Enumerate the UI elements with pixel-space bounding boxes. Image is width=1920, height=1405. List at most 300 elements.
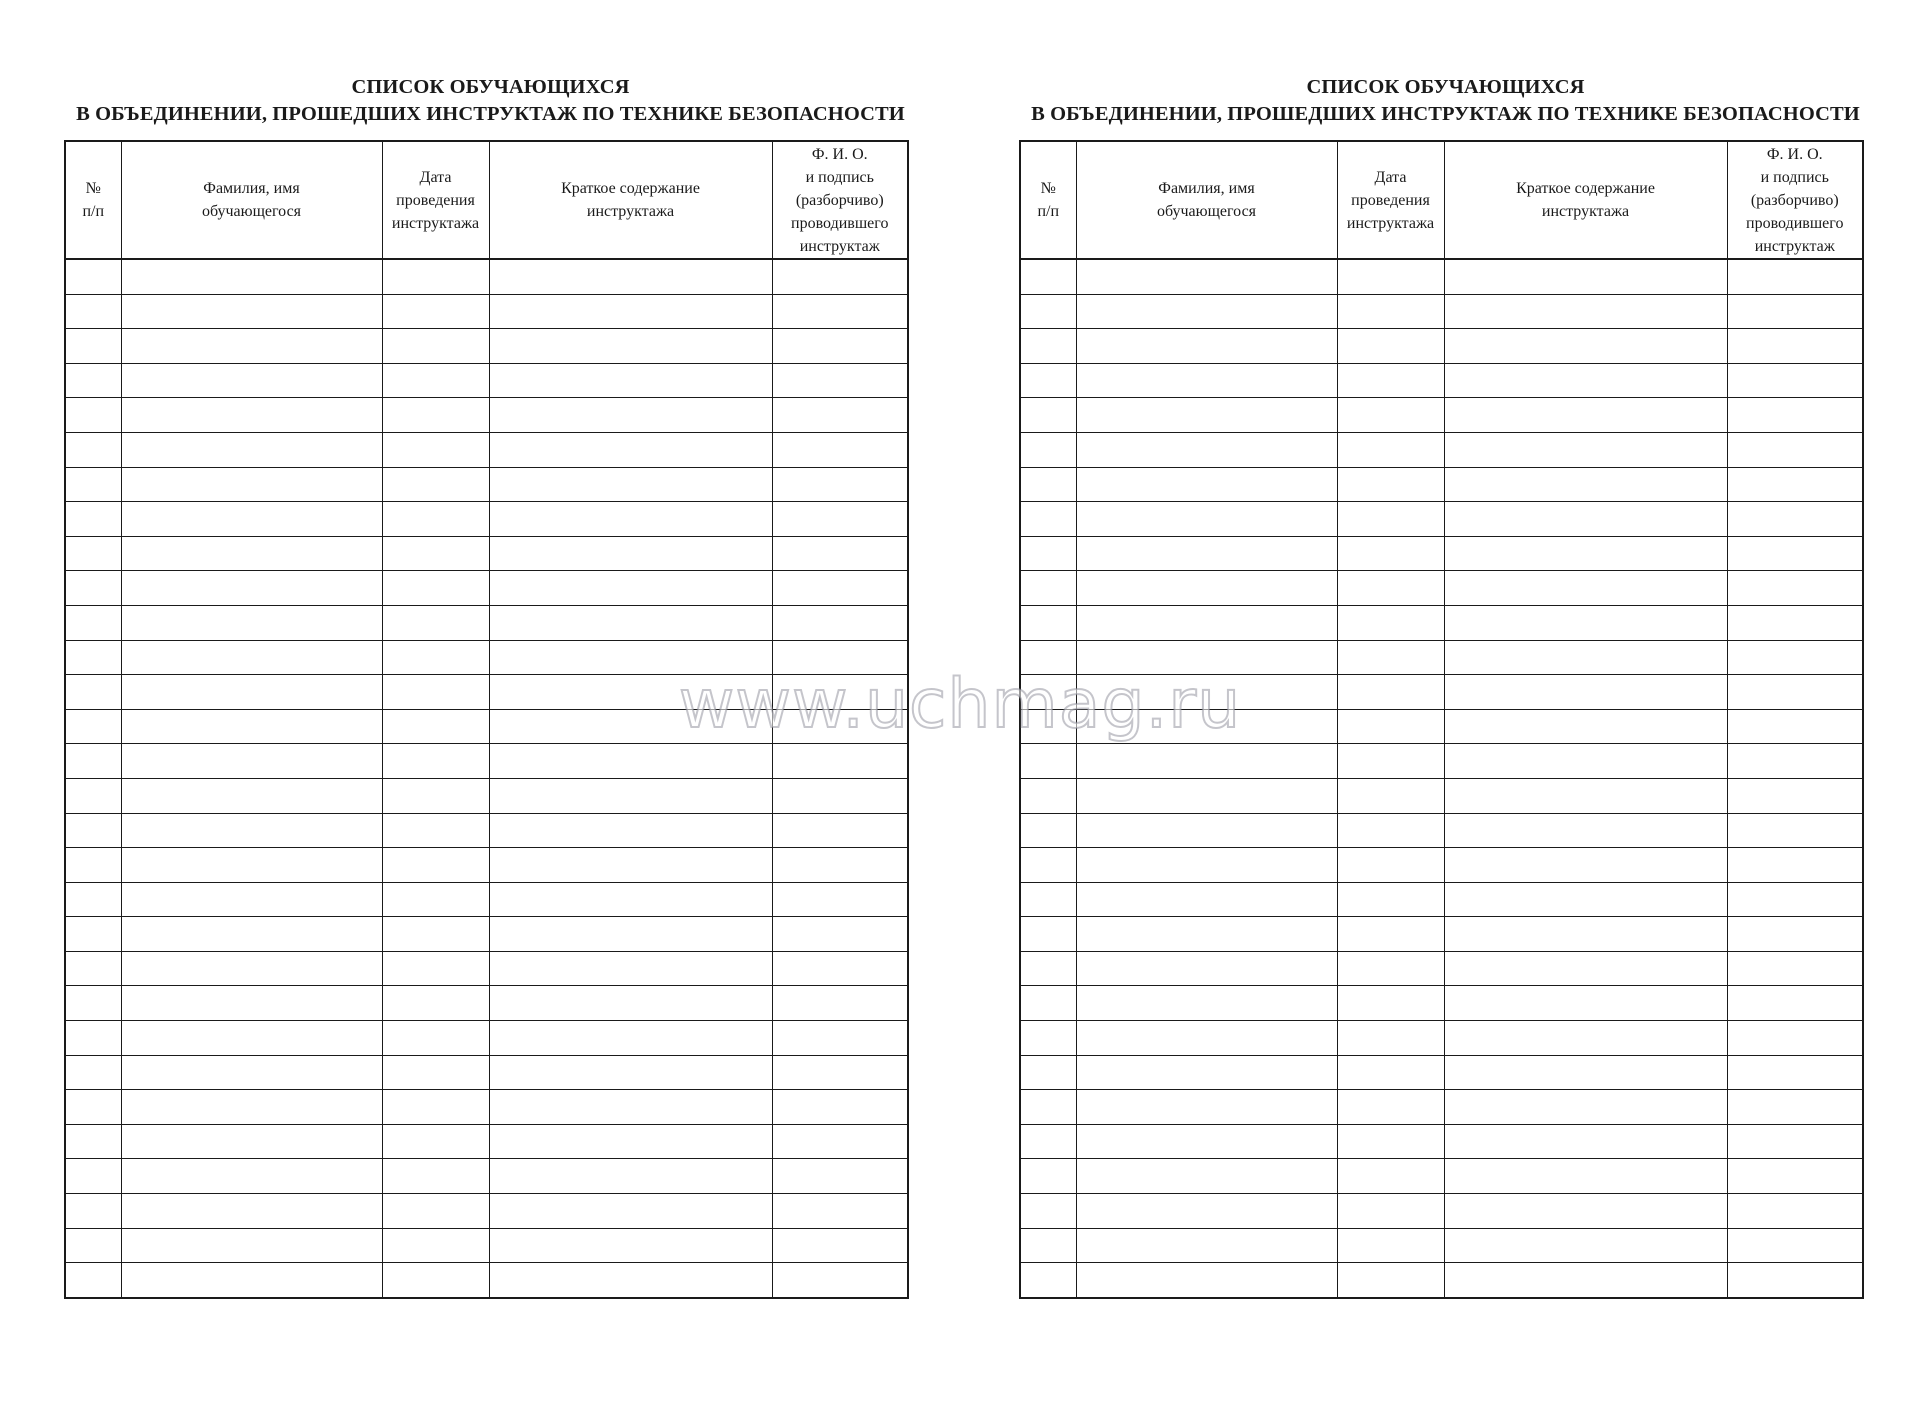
- cell-date[interactable]: [1337, 848, 1444, 883]
- cell-name[interactable]: [121, 536, 382, 571]
- cell-name[interactable]: [121, 882, 382, 917]
- cell-date[interactable]: [382, 363, 489, 398]
- cell-name[interactable]: [121, 675, 382, 710]
- cell-date[interactable]: [382, 1159, 489, 1194]
- cell-signature[interactable]: [772, 432, 908, 467]
- cell-number[interactable]: [65, 502, 121, 537]
- cell-number[interactable]: [1020, 329, 1076, 364]
- cell-number[interactable]: [1020, 398, 1076, 433]
- cell-content[interactable]: [489, 1055, 772, 1090]
- cell-name[interactable]: [121, 709, 382, 744]
- cell-content[interactable]: [1444, 882, 1727, 917]
- cell-signature[interactable]: [772, 778, 908, 813]
- cell-signature[interactable]: [772, 1124, 908, 1159]
- cell-number[interactable]: [1020, 709, 1076, 744]
- cell-date[interactable]: [1337, 536, 1444, 571]
- cell-number[interactable]: [1020, 1194, 1076, 1229]
- cell-date[interactable]: [1337, 1021, 1444, 1056]
- cell-date[interactable]: [382, 432, 489, 467]
- cell-number[interactable]: [1020, 1124, 1076, 1159]
- cell-content[interactable]: [1444, 675, 1727, 710]
- cell-number[interactable]: [1020, 467, 1076, 502]
- cell-date[interactable]: [382, 329, 489, 364]
- cell-signature[interactable]: [772, 1021, 908, 1056]
- cell-number[interactable]: [1020, 1021, 1076, 1056]
- cell-signature[interactable]: [772, 813, 908, 848]
- cell-name[interactable]: [1076, 675, 1337, 710]
- cell-name[interactable]: [1076, 848, 1337, 883]
- cell-number[interactable]: [1020, 744, 1076, 779]
- cell-name[interactable]: [1076, 398, 1337, 433]
- cell-number[interactable]: [65, 259, 121, 294]
- cell-signature[interactable]: [772, 502, 908, 537]
- cell-number[interactable]: [65, 294, 121, 329]
- cell-date[interactable]: [382, 605, 489, 640]
- cell-number[interactable]: [1020, 951, 1076, 986]
- cell-content[interactable]: [489, 640, 772, 675]
- cell-content[interactable]: [1444, 329, 1727, 364]
- cell-signature[interactable]: [1727, 1124, 1863, 1159]
- cell-date[interactable]: [382, 294, 489, 329]
- cell-signature[interactable]: [1727, 640, 1863, 675]
- cell-name[interactable]: [1076, 778, 1337, 813]
- cell-number[interactable]: [65, 917, 121, 952]
- cell-name[interactable]: [121, 1228, 382, 1263]
- cell-name[interactable]: [121, 917, 382, 952]
- cell-content[interactable]: [489, 986, 772, 1021]
- cell-signature[interactable]: [1727, 1228, 1863, 1263]
- cell-content[interactable]: [1444, 813, 1727, 848]
- cell-signature[interactable]: [1727, 1263, 1863, 1298]
- cell-name[interactable]: [121, 951, 382, 986]
- cell-date[interactable]: [382, 1228, 489, 1263]
- cell-name[interactable]: [121, 1055, 382, 1090]
- cell-date[interactable]: [1337, 1159, 1444, 1194]
- cell-number[interactable]: [65, 1124, 121, 1159]
- cell-content[interactable]: [489, 1124, 772, 1159]
- cell-content[interactable]: [489, 605, 772, 640]
- cell-number[interactable]: [65, 536, 121, 571]
- cell-content[interactable]: [1444, 1021, 1727, 1056]
- cell-date[interactable]: [382, 467, 489, 502]
- cell-date[interactable]: [1337, 605, 1444, 640]
- cell-date[interactable]: [1337, 259, 1444, 294]
- cell-number[interactable]: [1020, 1263, 1076, 1298]
- cell-content[interactable]: [489, 675, 772, 710]
- cell-date[interactable]: [1337, 1124, 1444, 1159]
- cell-signature[interactable]: [772, 917, 908, 952]
- cell-number[interactable]: [1020, 986, 1076, 1021]
- cell-content[interactable]: [489, 294, 772, 329]
- cell-signature[interactable]: [772, 1228, 908, 1263]
- cell-number[interactable]: [65, 467, 121, 502]
- cell-signature[interactable]: [1727, 467, 1863, 502]
- cell-date[interactable]: [382, 398, 489, 433]
- cell-date[interactable]: [1337, 951, 1444, 986]
- cell-content[interactable]: [1444, 744, 1727, 779]
- cell-content[interactable]: [1444, 398, 1727, 433]
- cell-content[interactable]: [489, 951, 772, 986]
- cell-content[interactable]: [489, 882, 772, 917]
- cell-date[interactable]: [382, 848, 489, 883]
- cell-name[interactable]: [121, 744, 382, 779]
- cell-content[interactable]: [1444, 951, 1727, 986]
- cell-signature[interactable]: [772, 882, 908, 917]
- cell-signature[interactable]: [1727, 848, 1863, 883]
- cell-number[interactable]: [65, 744, 121, 779]
- cell-name[interactable]: [1076, 467, 1337, 502]
- cell-signature[interactable]: [772, 1055, 908, 1090]
- cell-signature[interactable]: [772, 709, 908, 744]
- cell-date[interactable]: [1337, 640, 1444, 675]
- cell-number[interactable]: [1020, 363, 1076, 398]
- cell-name[interactable]: [1076, 813, 1337, 848]
- cell-name[interactable]: [1076, 1194, 1337, 1229]
- cell-content[interactable]: [1444, 294, 1727, 329]
- cell-date[interactable]: [1337, 398, 1444, 433]
- cell-number[interactable]: [65, 813, 121, 848]
- cell-signature[interactable]: [1727, 675, 1863, 710]
- cell-signature[interactable]: [772, 951, 908, 986]
- cell-content[interactable]: [1444, 778, 1727, 813]
- cell-content[interactable]: [489, 1263, 772, 1298]
- cell-date[interactable]: [382, 571, 489, 606]
- cell-content[interactable]: [489, 329, 772, 364]
- cell-signature[interactable]: [1727, 917, 1863, 952]
- cell-content[interactable]: [1444, 1228, 1727, 1263]
- cell-content[interactable]: [1444, 1055, 1727, 1090]
- cell-signature[interactable]: [772, 675, 908, 710]
- cell-number[interactable]: [1020, 571, 1076, 606]
- cell-content[interactable]: [489, 744, 772, 779]
- cell-name[interactable]: [121, 398, 382, 433]
- cell-date[interactable]: [1337, 1090, 1444, 1125]
- cell-name[interactable]: [1076, 294, 1337, 329]
- cell-name[interactable]: [1076, 1090, 1337, 1125]
- cell-number[interactable]: [65, 675, 121, 710]
- cell-name[interactable]: [121, 1090, 382, 1125]
- cell-signature[interactable]: [772, 329, 908, 364]
- cell-name[interactable]: [121, 640, 382, 675]
- cell-date[interactable]: [1337, 709, 1444, 744]
- cell-signature[interactable]: [1727, 1159, 1863, 1194]
- cell-name[interactable]: [1076, 1021, 1337, 1056]
- cell-date[interactable]: [382, 882, 489, 917]
- cell-number[interactable]: [1020, 1090, 1076, 1125]
- cell-number[interactable]: [65, 1090, 121, 1125]
- cell-name[interactable]: [1076, 709, 1337, 744]
- cell-content[interactable]: [1444, 1124, 1727, 1159]
- cell-signature[interactable]: [1727, 294, 1863, 329]
- cell-signature[interactable]: [772, 571, 908, 606]
- cell-signature[interactable]: [772, 1090, 908, 1125]
- cell-signature[interactable]: [772, 363, 908, 398]
- cell-content[interactable]: [489, 778, 772, 813]
- cell-content[interactable]: [1444, 536, 1727, 571]
- cell-name[interactable]: [121, 986, 382, 1021]
- cell-signature[interactable]: [1727, 536, 1863, 571]
- cell-signature[interactable]: [772, 986, 908, 1021]
- cell-date[interactable]: [1337, 432, 1444, 467]
- cell-number[interactable]: [65, 848, 121, 883]
- cell-signature[interactable]: [1727, 951, 1863, 986]
- cell-content[interactable]: [1444, 432, 1727, 467]
- cell-name[interactable]: [121, 1124, 382, 1159]
- cell-name[interactable]: [1076, 363, 1337, 398]
- cell-content[interactable]: [1444, 259, 1727, 294]
- cell-content[interactable]: [489, 1228, 772, 1263]
- cell-date[interactable]: [1337, 502, 1444, 537]
- cell-number[interactable]: [1020, 917, 1076, 952]
- cell-signature[interactable]: [772, 1159, 908, 1194]
- cell-name[interactable]: [121, 1159, 382, 1194]
- cell-number[interactable]: [65, 329, 121, 364]
- cell-date[interactable]: [382, 709, 489, 744]
- cell-number[interactable]: [65, 986, 121, 1021]
- cell-content[interactable]: [489, 917, 772, 952]
- cell-date[interactable]: [382, 1194, 489, 1229]
- cell-signature[interactable]: [1727, 813, 1863, 848]
- cell-date[interactable]: [382, 778, 489, 813]
- cell-number[interactable]: [65, 1228, 121, 1263]
- cell-name[interactable]: [1076, 1159, 1337, 1194]
- cell-content[interactable]: [1444, 917, 1727, 952]
- cell-number[interactable]: [1020, 1228, 1076, 1263]
- cell-content[interactable]: [1444, 571, 1727, 606]
- cell-content[interactable]: [1444, 1263, 1727, 1298]
- cell-name[interactable]: [121, 1263, 382, 1298]
- cell-signature[interactable]: [772, 398, 908, 433]
- cell-name[interactable]: [1076, 502, 1337, 537]
- cell-name[interactable]: [1076, 1124, 1337, 1159]
- cell-name[interactable]: [121, 605, 382, 640]
- cell-number[interactable]: [1020, 848, 1076, 883]
- cell-date[interactable]: [382, 536, 489, 571]
- cell-number[interactable]: [65, 1263, 121, 1298]
- cell-number[interactable]: [1020, 259, 1076, 294]
- cell-date[interactable]: [1337, 882, 1444, 917]
- cell-content[interactable]: [489, 1021, 772, 1056]
- cell-number[interactable]: [1020, 675, 1076, 710]
- cell-number[interactable]: [1020, 813, 1076, 848]
- cell-date[interactable]: [1337, 363, 1444, 398]
- cell-content[interactable]: [1444, 467, 1727, 502]
- cell-date[interactable]: [1337, 1228, 1444, 1263]
- cell-name[interactable]: [1076, 882, 1337, 917]
- cell-signature[interactable]: [1727, 744, 1863, 779]
- cell-number[interactable]: [65, 882, 121, 917]
- cell-name[interactable]: [121, 502, 382, 537]
- cell-name[interactable]: [1076, 432, 1337, 467]
- cell-number[interactable]: [1020, 605, 1076, 640]
- cell-number[interactable]: [1020, 1055, 1076, 1090]
- cell-name[interactable]: [1076, 536, 1337, 571]
- cell-number[interactable]: [65, 363, 121, 398]
- cell-name[interactable]: [1076, 259, 1337, 294]
- cell-number[interactable]: [65, 1055, 121, 1090]
- cell-signature[interactable]: [772, 1194, 908, 1229]
- cell-date[interactable]: [1337, 778, 1444, 813]
- cell-number[interactable]: [1020, 502, 1076, 537]
- cell-signature[interactable]: [1727, 1090, 1863, 1125]
- cell-name[interactable]: [121, 259, 382, 294]
- cell-content[interactable]: [489, 363, 772, 398]
- cell-content[interactable]: [1444, 363, 1727, 398]
- cell-name[interactable]: [121, 778, 382, 813]
- cell-name[interactable]: [1076, 1263, 1337, 1298]
- cell-date[interactable]: [1337, 294, 1444, 329]
- cell-number[interactable]: [65, 1194, 121, 1229]
- cell-signature[interactable]: [1727, 1021, 1863, 1056]
- cell-date[interactable]: [382, 675, 489, 710]
- cell-number[interactable]: [65, 398, 121, 433]
- cell-signature[interactable]: [772, 744, 908, 779]
- cell-date[interactable]: [1337, 329, 1444, 364]
- cell-date[interactable]: [382, 951, 489, 986]
- cell-name[interactable]: [1076, 951, 1337, 986]
- cell-name[interactable]: [1076, 640, 1337, 675]
- cell-name[interactable]: [1076, 744, 1337, 779]
- cell-date[interactable]: [1337, 467, 1444, 502]
- cell-name[interactable]: [121, 1021, 382, 1056]
- cell-signature[interactable]: [1727, 1194, 1863, 1229]
- cell-number[interactable]: [65, 640, 121, 675]
- cell-name[interactable]: [121, 1194, 382, 1229]
- cell-signature[interactable]: [772, 467, 908, 502]
- cell-signature[interactable]: [1727, 605, 1863, 640]
- cell-content[interactable]: [489, 467, 772, 502]
- cell-date[interactable]: [1337, 813, 1444, 848]
- cell-name[interactable]: [121, 467, 382, 502]
- cell-signature[interactable]: [772, 640, 908, 675]
- cell-content[interactable]: [489, 813, 772, 848]
- cell-signature[interactable]: [1727, 709, 1863, 744]
- cell-content[interactable]: [489, 398, 772, 433]
- cell-name[interactable]: [121, 294, 382, 329]
- cell-content[interactable]: [1444, 502, 1727, 537]
- cell-content[interactable]: [1444, 640, 1727, 675]
- cell-signature[interactable]: [772, 1263, 908, 1298]
- cell-content[interactable]: [489, 432, 772, 467]
- cell-name[interactable]: [1076, 605, 1337, 640]
- cell-content[interactable]: [489, 1090, 772, 1125]
- cell-signature[interactable]: [772, 848, 908, 883]
- cell-number[interactable]: [1020, 294, 1076, 329]
- cell-date[interactable]: [1337, 1055, 1444, 1090]
- cell-content[interactable]: [1444, 709, 1727, 744]
- cell-content[interactable]: [1444, 1194, 1727, 1229]
- cell-number[interactable]: [65, 951, 121, 986]
- cell-content[interactable]: [489, 502, 772, 537]
- cell-name[interactable]: [121, 363, 382, 398]
- cell-name[interactable]: [121, 571, 382, 606]
- cell-signature[interactable]: [1727, 882, 1863, 917]
- cell-date[interactable]: [382, 1263, 489, 1298]
- cell-content[interactable]: [1444, 986, 1727, 1021]
- cell-number[interactable]: [65, 605, 121, 640]
- cell-number[interactable]: [65, 1021, 121, 1056]
- cell-signature[interactable]: [772, 605, 908, 640]
- cell-signature[interactable]: [1727, 986, 1863, 1021]
- cell-content[interactable]: [489, 1194, 772, 1229]
- cell-date[interactable]: [382, 640, 489, 675]
- cell-signature[interactable]: [772, 536, 908, 571]
- cell-date[interactable]: [1337, 744, 1444, 779]
- cell-date[interactable]: [1337, 917, 1444, 952]
- cell-signature[interactable]: [1727, 571, 1863, 606]
- cell-date[interactable]: [382, 917, 489, 952]
- cell-number[interactable]: [1020, 778, 1076, 813]
- cell-number[interactable]: [65, 571, 121, 606]
- cell-content[interactable]: [1444, 605, 1727, 640]
- cell-date[interactable]: [382, 1055, 489, 1090]
- cell-date[interactable]: [382, 1090, 489, 1125]
- cell-name[interactable]: [121, 848, 382, 883]
- cell-signature[interactable]: [772, 259, 908, 294]
- cell-content[interactable]: [1444, 848, 1727, 883]
- cell-name[interactable]: [1076, 986, 1337, 1021]
- cell-date[interactable]: [1337, 1194, 1444, 1229]
- cell-number[interactable]: [65, 778, 121, 813]
- cell-number[interactable]: [1020, 432, 1076, 467]
- cell-number[interactable]: [65, 709, 121, 744]
- cell-date[interactable]: [382, 986, 489, 1021]
- cell-signature[interactable]: [1727, 432, 1863, 467]
- cell-content[interactable]: [489, 1159, 772, 1194]
- cell-name[interactable]: [121, 329, 382, 364]
- cell-content[interactable]: [489, 571, 772, 606]
- cell-signature[interactable]: [1727, 259, 1863, 294]
- cell-content[interactable]: [489, 536, 772, 571]
- cell-content[interactable]: [1444, 1159, 1727, 1194]
- cell-date[interactable]: [1337, 675, 1444, 710]
- cell-date[interactable]: [382, 813, 489, 848]
- cell-name[interactable]: [121, 813, 382, 848]
- cell-date[interactable]: [1337, 571, 1444, 606]
- cell-number[interactable]: [65, 432, 121, 467]
- cell-content[interactable]: [489, 259, 772, 294]
- cell-signature[interactable]: [772, 294, 908, 329]
- cell-name[interactable]: [1076, 329, 1337, 364]
- cell-number[interactable]: [1020, 1159, 1076, 1194]
- cell-number[interactable]: [1020, 536, 1076, 571]
- cell-signature[interactable]: [1727, 502, 1863, 537]
- cell-name[interactable]: [1076, 1055, 1337, 1090]
- cell-signature[interactable]: [1727, 1055, 1863, 1090]
- cell-content[interactable]: [489, 709, 772, 744]
- cell-date[interactable]: [382, 502, 489, 537]
- cell-date[interactable]: [382, 1021, 489, 1056]
- cell-number[interactable]: [1020, 882, 1076, 917]
- cell-date[interactable]: [382, 744, 489, 779]
- cell-date[interactable]: [1337, 986, 1444, 1021]
- cell-signature[interactable]: [1727, 363, 1863, 398]
- cell-number[interactable]: [65, 1159, 121, 1194]
- cell-number[interactable]: [1020, 640, 1076, 675]
- cell-content[interactable]: [489, 848, 772, 883]
- cell-date[interactable]: [1337, 1263, 1444, 1298]
- cell-content[interactable]: [1444, 1090, 1727, 1125]
- cell-date[interactable]: [382, 1124, 489, 1159]
- cell-signature[interactable]: [1727, 398, 1863, 433]
- cell-name[interactable]: [121, 432, 382, 467]
- cell-name[interactable]: [1076, 571, 1337, 606]
- cell-name[interactable]: [1076, 917, 1337, 952]
- cell-name[interactable]: [1076, 1228, 1337, 1263]
- cell-signature[interactable]: [1727, 329, 1863, 364]
- cell-date[interactable]: [382, 259, 489, 294]
- cell-signature[interactable]: [1727, 778, 1863, 813]
